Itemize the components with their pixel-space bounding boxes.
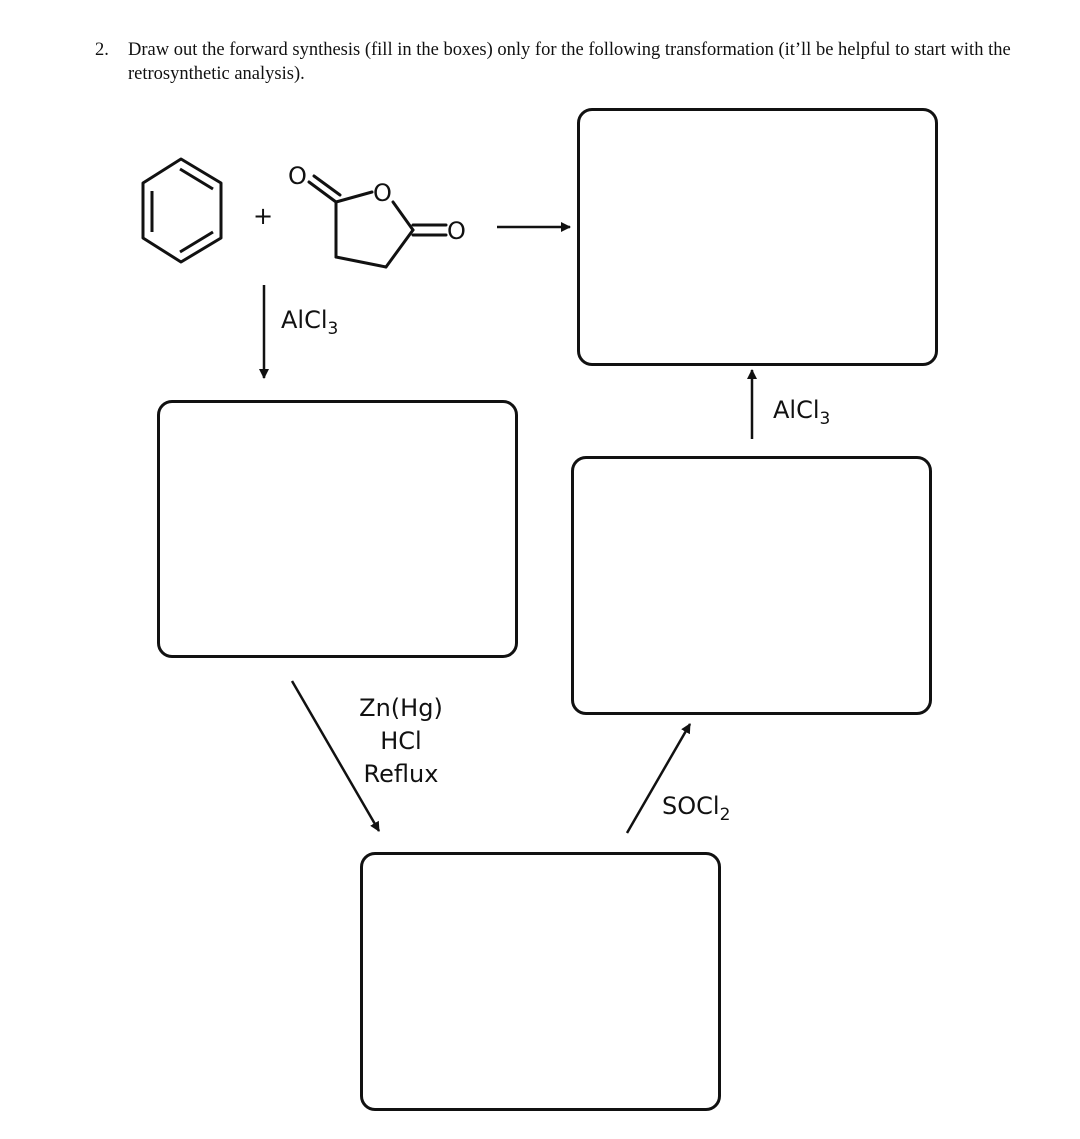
question-text: Draw out the forward synthesis (fill in the boxes) only for the following transformation (it’ll be helpful to start with the retrosynthetic analysis). — [128, 40, 1011, 84]
benzene-structure — [143, 159, 221, 262]
question-number: 2. — [95, 40, 109, 60]
step3-product-box[interactable] — [571, 456, 932, 715]
step1-product-box[interactable] — [157, 400, 518, 658]
reagent-reflux: Reflux — [363, 760, 439, 788]
reagent-hcl: HCl — [380, 727, 422, 755]
ring-oxygen-label: O — [373, 179, 392, 207]
reagent-clemmensen — [341, 692, 461, 791]
reagent-socl2: SOCl$_2$ — [662, 792, 731, 825]
step2-product-box[interactable] — [360, 852, 721, 1111]
reagent-alcl3-step1: AlCl$_3$ — [281, 306, 339, 339]
reagent-zn-hg: Zn(Hg) — [359, 694, 443, 722]
carbonyl-oxygen-label: O — [288, 162, 307, 190]
final-product-box[interactable] — [577, 108, 938, 366]
succinic-anhydride-structure — [288, 162, 466, 267]
plus-sign: + — [253, 202, 274, 230]
carbonyl-oxygen-label: O — [447, 217, 466, 245]
reagent-alcl3-step4: AlCl$_3$ — [773, 396, 831, 429]
